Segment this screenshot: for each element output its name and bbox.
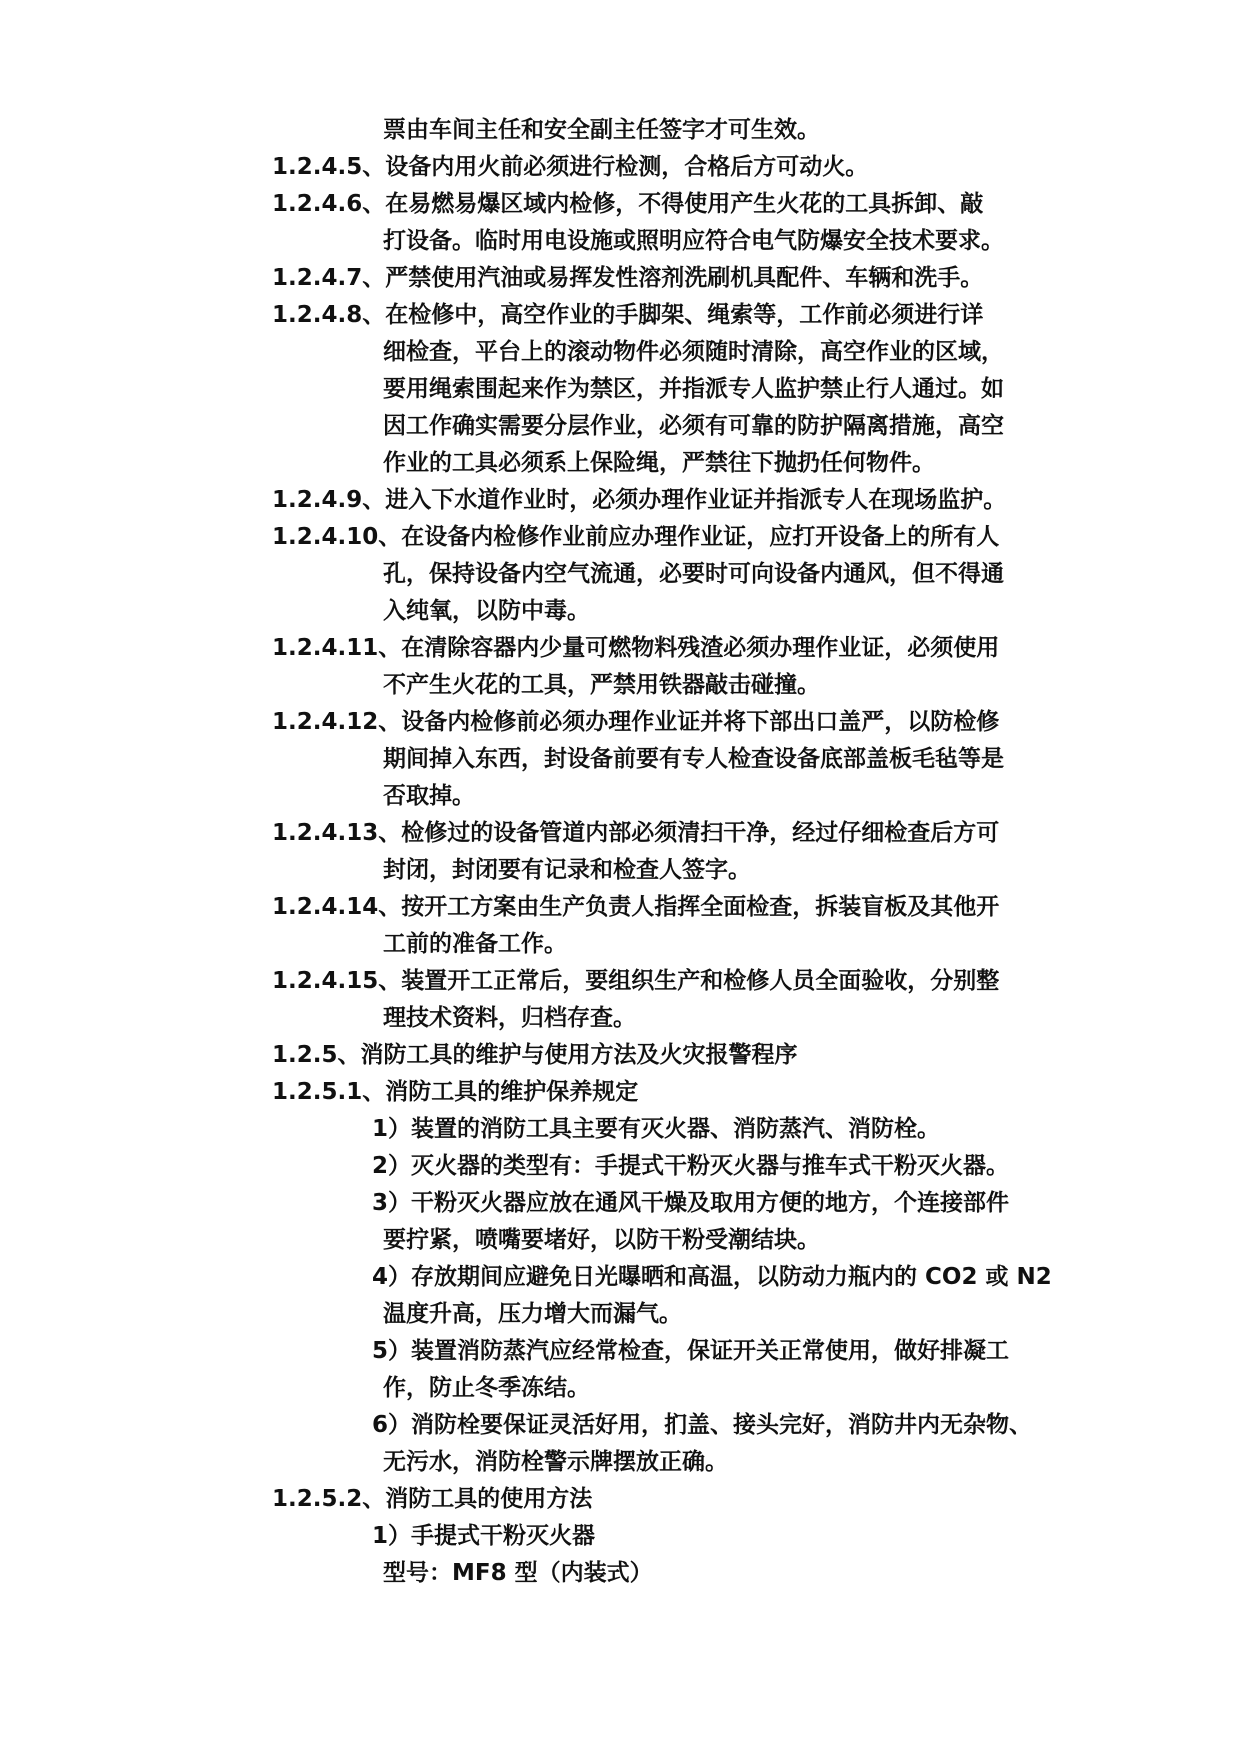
text-line: 否取掉。 <box>383 783 475 809</box>
text-line: 1.2.4.10、在设备内检修作业前应办理作业证，应打开设备上的所有人 <box>272 524 1000 550</box>
text-line: 作业的工具必须系上保险绳，严禁往下抛扔任何物件。 <box>383 450 935 476</box>
text-line: 1.2.4.8、在检修中，高空作业的手脚架、绳索等，工作前必须进行详 <box>272 302 984 328</box>
text-line: 理技术资料，归档存查。 <box>383 1005 636 1031</box>
list-item: 5）装置消防蒸汽应经常检查，保证开关正常使用，做好排凝工 <box>372 1338 1010 1364</box>
text-line: 作，防止冬季冻结。 <box>383 1375 590 1401</box>
text-line: 期间掉入东西，封设备前要有专人检查设备底部盖板毛毡等是 <box>383 746 1004 772</box>
text-line: 孔，保持设备内空气流通，必要时可向设备内通风，但不得通 <box>383 561 1004 587</box>
list-item: 6）消防栓要保证灵活好用，扪盖、接头完好，消防井内无杂物、 <box>372 1412 1033 1438</box>
text-line: 无污水，消防栓警示牌摆放正确。 <box>383 1449 728 1475</box>
text-line: 1.2.4.12、设备内检修前必须办理作业证并将下部出口盖严，以防检修 <box>272 709 1000 735</box>
text-line: 要拧紧，喷嘴要堵好，以防干粉受潮结块。 <box>383 1227 820 1253</box>
text-line: 封闭，封闭要有记录和检查人签字。 <box>383 857 751 883</box>
text-line: 票由车间主任和安全副主任签字才可生效。 <box>383 117 820 143</box>
text-line: 1.2.4.15、装置开工正常后，要组织生产和检修人员全面验收，分别整 <box>272 968 1000 994</box>
text-line: 要用绳索围起来作为禁区，并指派专人监护禁止行人通过。如 <box>383 376 1004 402</box>
list-item: 4）存放期间应避免日光曝晒和高温，以防动力瓶内的 CO2 或 N2 <box>372 1264 1052 1290</box>
text-line: 温度升高，压力增大而漏气。 <box>383 1301 682 1327</box>
text-line: 1.2.4.14、按开工方案由生产负责人指挥全面检查，拆装盲板及其他开 <box>272 894 1000 920</box>
text-line: 工前的准备工作。 <box>383 931 567 957</box>
text-line: 1.2.4.11、在清除容器内少量可燃物料残渣必须办理作业证，必须使用 <box>272 635 1000 661</box>
text-line: 因工作确实需要分层作业，必须有可靠的防护隔离措施，高空 <box>383 413 1004 439</box>
subsection-heading: 1.2.5.2、消防工具的使用方法 <box>272 1486 593 1512</box>
list-item: 3）干粉灭火器应放在通风干燥及取用方便的地方，个连接部件 <box>372 1190 1010 1216</box>
section-heading: 1.2.5、消防工具的维护与使用方法及火灾报警程序 <box>272 1042 798 1068</box>
text-line: 细检查，平台上的滚动物件必须随时清除，高空作业的区域， <box>383 339 1004 365</box>
list-item: 2）灭火器的类型有：手提式干粉灭火器与推车式干粉灭火器。 <box>372 1153 1010 1179</box>
text-line: 1.2.4.7、严禁使用汽油或易挥发性溶剂洗刷机具配件、车辆和洗手。 <box>272 265 984 291</box>
list-item: 1）装置的消防工具主要有灭火器、消防蒸汽、消防栓。 <box>372 1116 941 1142</box>
list-item: 1）手提式干粉灭火器 <box>372 1523 596 1549</box>
text-line: 型号：MF8 型（内装式） <box>383 1560 653 1586</box>
text-line: 1.2.4.13、检修过的设备管道内部必须清扫干净，经过仔细检查后方可 <box>272 820 1000 846</box>
text-line: 1.2.4.6、在易燃易爆区域内检修，不得使用产生火花的工具拆卸、敲 <box>272 191 984 217</box>
text-line: 打设备。临时用电设施或照明应符合电气防爆安全技术要求。 <box>383 228 1004 254</box>
text-line: 1.2.4.9、进入下水道作业时，必须办理作业证并指派专人在现场监护。 <box>272 487 1007 513</box>
subsection-heading: 1.2.5.1、消防工具的维护保养规定 <box>272 1079 639 1105</box>
text-line: 不产生火花的工具，严禁用铁器敲击碰撞。 <box>383 672 820 698</box>
text-line: 1.2.4.5、设备内用火前必须进行检测，合格后方可动火。 <box>272 154 869 180</box>
text-line: 入纯氧，以防中毒。 <box>383 598 590 624</box>
